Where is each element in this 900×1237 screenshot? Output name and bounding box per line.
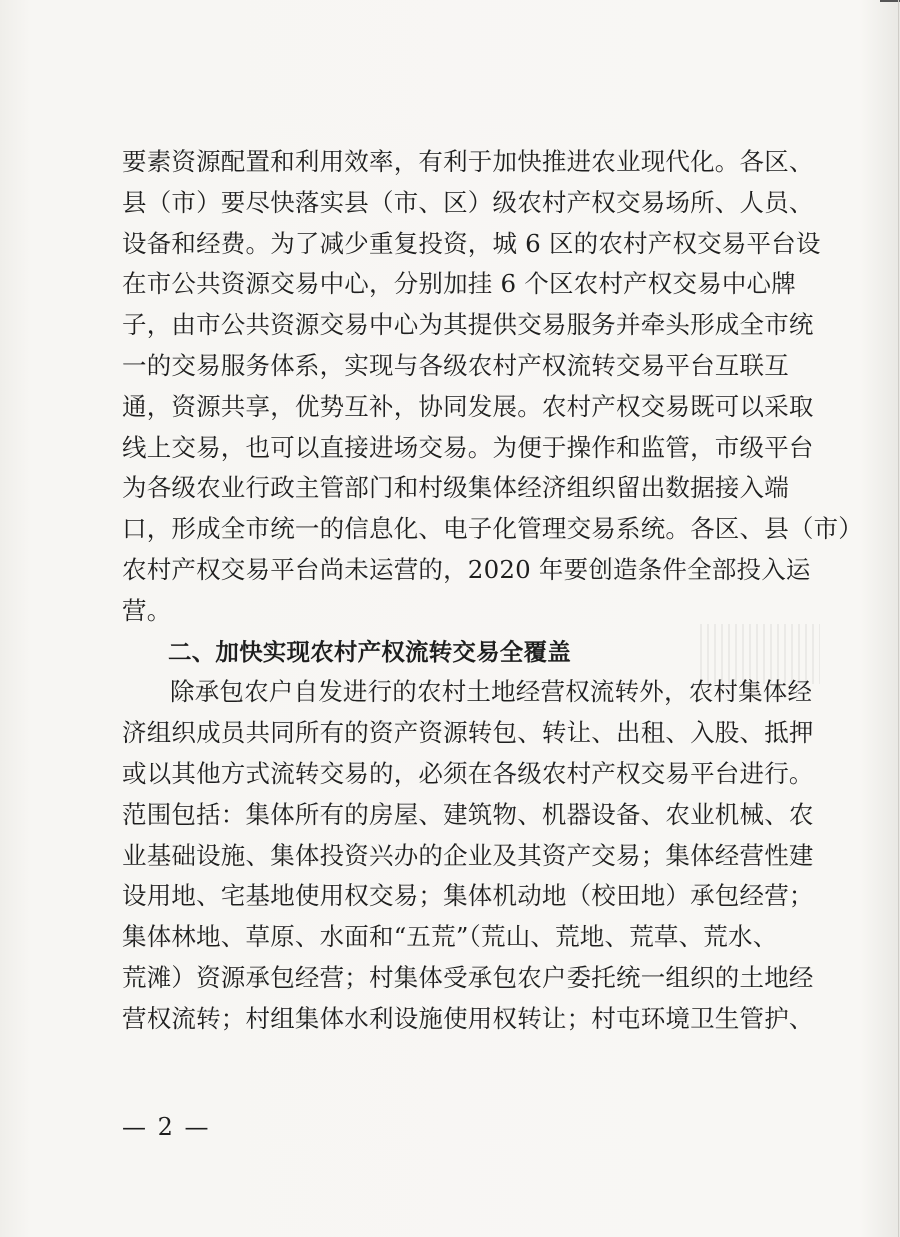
text-line: 除承包农户自发进行的农村土地经营权流转外，农村集体经 [170,677,813,707]
text-line: 在市公共资源交易中心，分别加挂 6 个区农村产权交易中心牌 [122,269,796,299]
text-line: 县（市）要尽快落实县（市、区）级农村产权交易场所、人员、 [122,187,814,217]
text-line: 或以其他方式流转交易的，必须在各级农村产权交易平台进行。 [122,758,814,788]
text-line: 要素资源配置和利用效率，有利于加快推进农业现代化。各区、 [122,147,814,176]
text-line: 荒滩）资源承包经营；村集体受承包农户委托统一组织的土地经 [122,962,814,992]
text-line: 设备和经费。为了减少重复投资，城 6 区的农村产权交易平台设 [122,228,821,258]
corner-mark [880,0,900,8]
text-line: 农村产权交易平台尚未运营的，2020 年要创造条件全部投入运 [122,554,811,584]
text-line: 线上交易，也可以直接进场交易。为便于操作和监管，市级平台 [122,432,814,462]
page-number: — 2 — [122,1113,211,1141]
section-heading: 二、加快实现农村产权流转交易全覆盖 [168,637,571,666]
body-text [122,142,863,1040]
text-line: 范围包括：集体所有的房屋、建筑物、机器设备、农业机械、农 [122,799,814,829]
text-line: 子，由市公共资源交易中心为其提供交易服务并牵头形成全市统 [122,310,814,340]
text-line: 通，资源共享，优势互补，协同发展。农村产权交易既可以采取 [122,391,814,421]
text-line: 营。 [122,595,172,625]
text-line: 业基础设施、集体投资兴办的企业及其资产交易；集体经营性建 [122,840,814,870]
text-line: 集体林地、草原、水面和“五荒”（荒山、荒地、荒草、荒水、 [122,922,778,952]
text-line: 设用地、宅基地使用权交易；集体机动地（校田地）承包经营； [122,881,814,911]
text-line: 为各级农业行政主管部门和村级集体经济组织留出数据接入端 [122,473,789,503]
text-line: 一的交易服务体系，实现与各级农村产权流转交易平台互联互 [122,350,789,380]
text-line: 营权流转；村组集体水利设施使用权转让；村屯环境卫生管护、 [122,1003,814,1033]
page-edge [898,0,899,1237]
text-line: 济组织成员共同所有的资产资源转包、转让、出租、入股、抵押 [122,718,814,748]
text-line: 口，形成全市统一的信息化、电子化管理交易系统。各区、县（市） [122,514,863,544]
